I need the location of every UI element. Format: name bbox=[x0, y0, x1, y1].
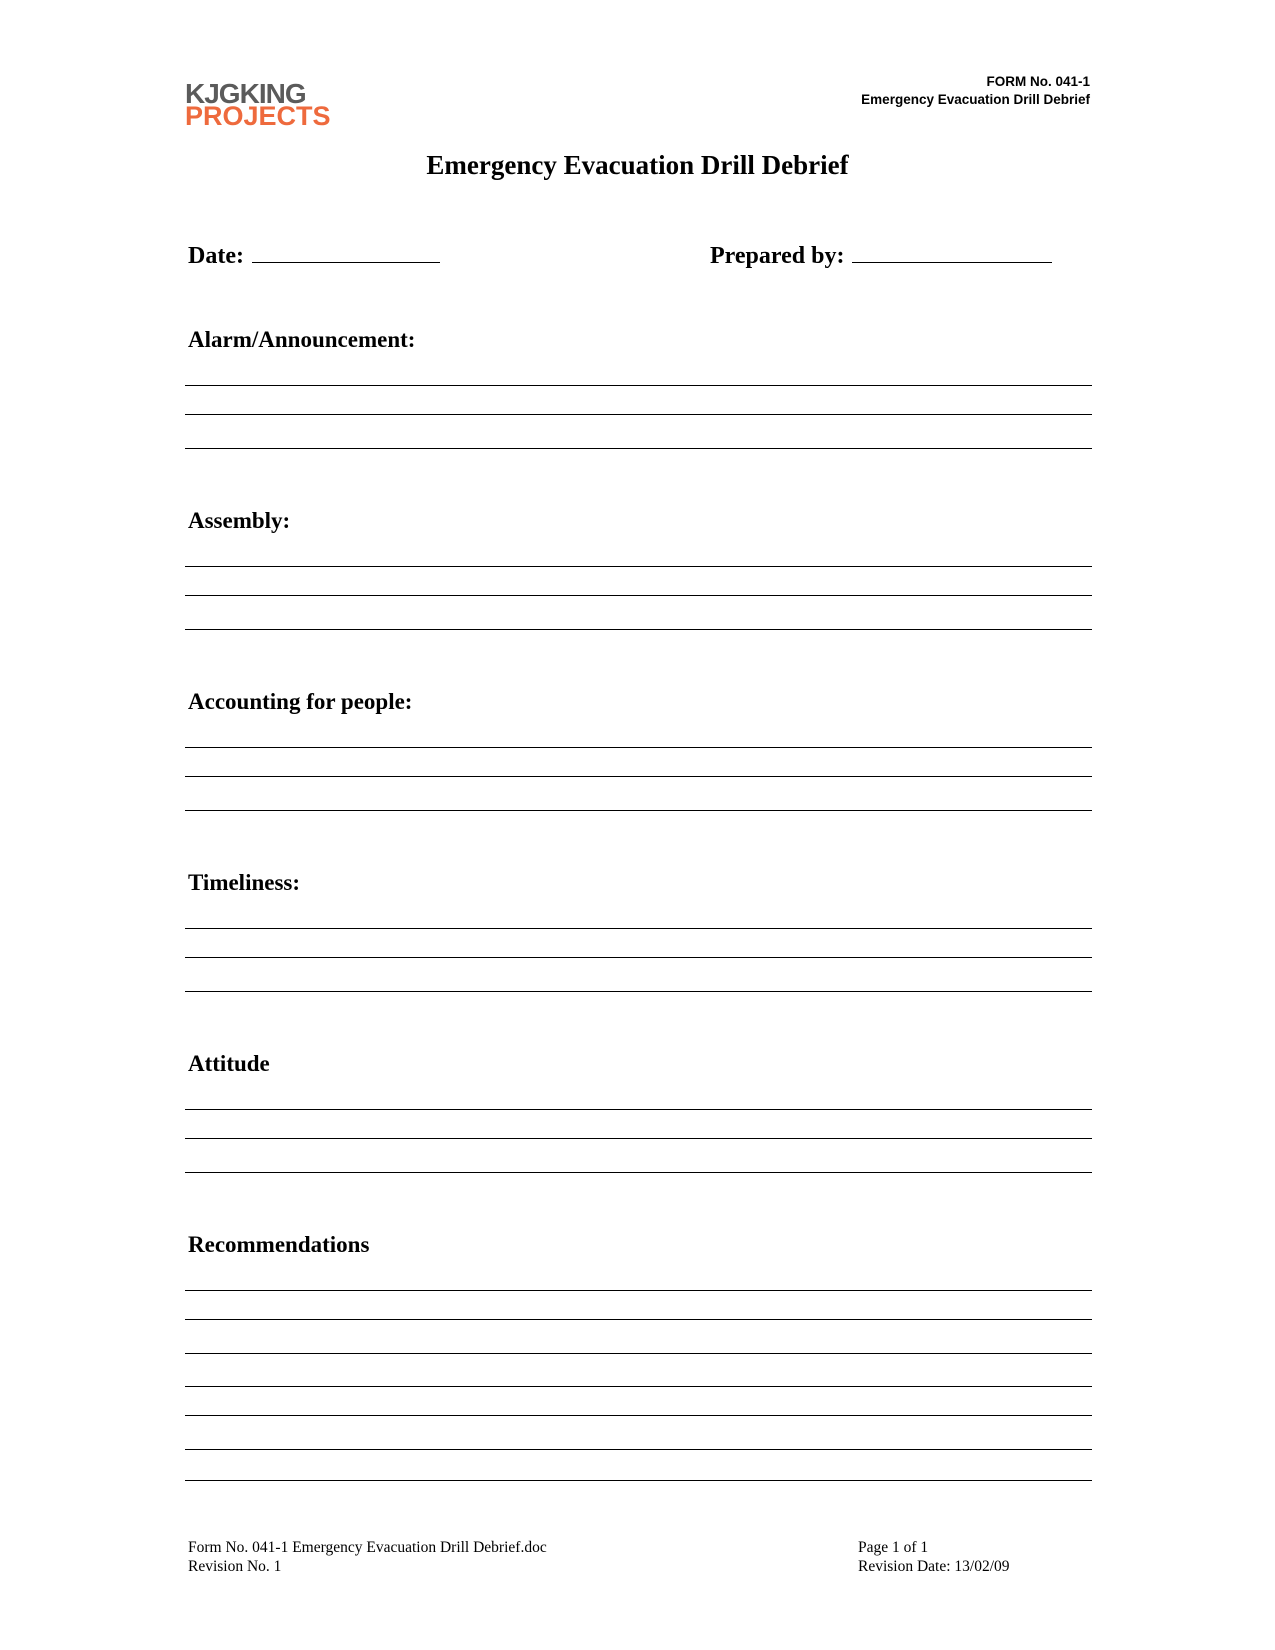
section-label-assembly: Assembly: bbox=[188, 508, 291, 533]
writing-line[interactable] bbox=[185, 991, 1092, 992]
writing-line[interactable] bbox=[185, 1172, 1092, 1173]
company-logo bbox=[185, 80, 370, 130]
logo-projects: PROJECTS bbox=[185, 101, 331, 131]
footer-page-number: Page 1 of 1 bbox=[858, 1539, 929, 1556]
writing-line[interactable] bbox=[185, 629, 1092, 630]
form-header bbox=[861, 73, 1090, 109]
writing-line[interactable] bbox=[185, 1449, 1092, 1450]
section-label-accounting: Accounting for people: bbox=[188, 689, 413, 714]
footer-left bbox=[188, 1538, 547, 1576]
writing-line[interactable] bbox=[185, 1480, 1092, 1481]
writing-line[interactable] bbox=[185, 957, 1092, 958]
prepared-by-blank[interactable] bbox=[852, 240, 1052, 263]
page-title: Emergency Evacuation Drill Debrief bbox=[426, 150, 849, 180]
section-label-recommendations: Recommendations bbox=[188, 1232, 370, 1257]
date-blank[interactable] bbox=[252, 240, 440, 263]
logo-king: KING bbox=[239, 78, 306, 109]
writing-line[interactable] bbox=[185, 1319, 1092, 1320]
writing-line[interactable] bbox=[185, 810, 1092, 811]
date-label: Date: bbox=[188, 243, 244, 269]
writing-line[interactable] bbox=[185, 1415, 1092, 1416]
footer-right bbox=[858, 1538, 1010, 1576]
writing-line[interactable] bbox=[185, 1290, 1092, 1291]
section-label-timeliness: Timeliness: bbox=[188, 870, 301, 895]
section-label-alarm: Alarm/Announcement: bbox=[188, 327, 416, 352]
writing-line[interactable] bbox=[185, 1386, 1092, 1387]
form-name: Emergency Evacuation Drill Debrief bbox=[861, 92, 1090, 107]
logo-k: K bbox=[185, 78, 205, 109]
writing-line[interactable] bbox=[185, 1109, 1092, 1110]
writing-line[interactable] bbox=[185, 747, 1092, 748]
date-field bbox=[188, 240, 440, 270]
writing-line[interactable] bbox=[185, 448, 1092, 449]
writing-line[interactable] bbox=[185, 414, 1092, 415]
logo-jg: JG bbox=[204, 78, 240, 109]
writing-line[interactable] bbox=[185, 595, 1092, 596]
form-number: FORM No. 041-1 bbox=[986, 74, 1090, 89]
prepared-by-field bbox=[710, 240, 1052, 270]
writing-line[interactable] bbox=[185, 1138, 1092, 1139]
section-label-attitude: Attitude bbox=[188, 1051, 270, 1076]
logo-bottom-line bbox=[185, 103, 331, 130]
writing-line[interactable] bbox=[185, 1353, 1092, 1354]
footer-doc-name: Form No. 041-1 Emergency Evacuation Drill Debrief.doc bbox=[188, 1539, 547, 1556]
writing-line[interactable] bbox=[185, 385, 1092, 386]
footer-revision-date: Revision Date: 13/02/09 bbox=[858, 1558, 1010, 1575]
writing-line[interactable] bbox=[185, 566, 1092, 567]
prepared-by-label: Prepared by: bbox=[710, 243, 845, 269]
footer-revision-no: Revision No. 1 bbox=[188, 1558, 282, 1575]
writing-line[interactable] bbox=[185, 776, 1092, 777]
writing-line[interactable] bbox=[185, 928, 1092, 929]
